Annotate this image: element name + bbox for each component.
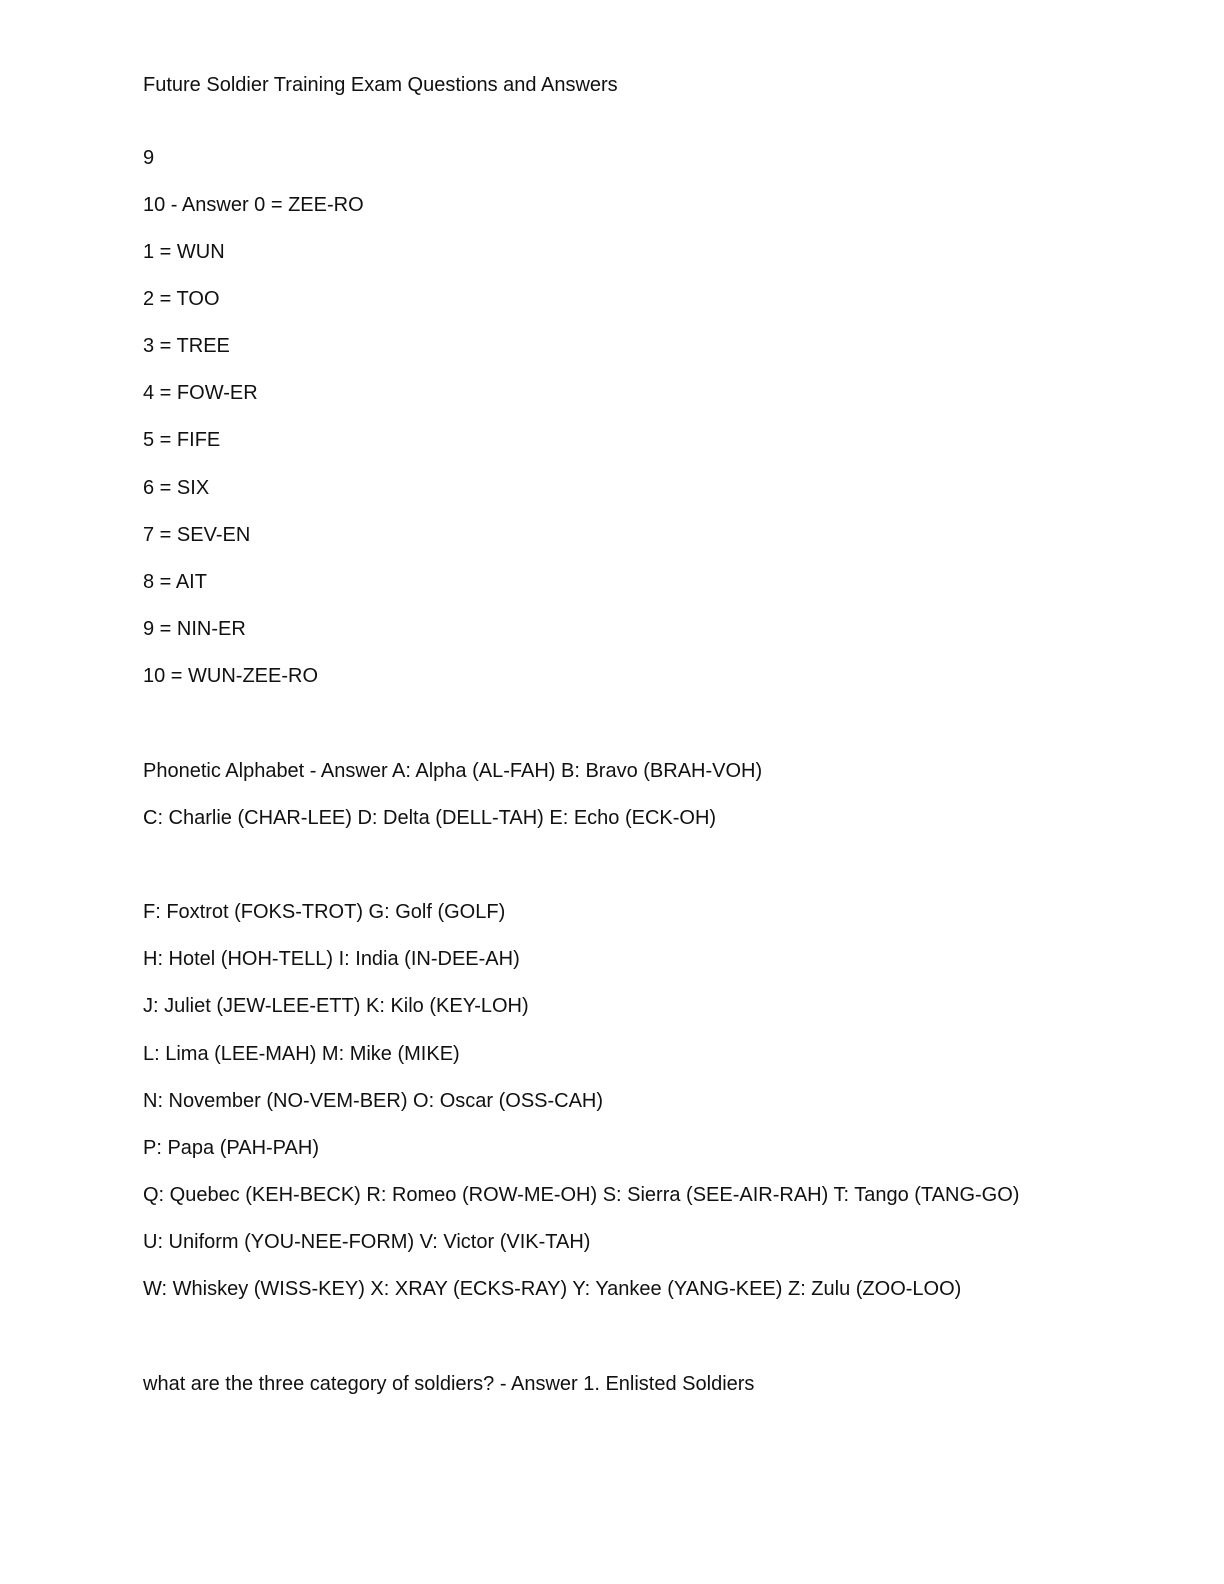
text-line: N: November (NO-VEM-BER) O: Oscar (OSS-CAH) <box>143 1090 604 1112</box>
text-line: what are the three category of soldiers? - Answer 1. Enlisted Soldiers <box>143 1373 755 1395</box>
text-line: 9 <box>143 147 155 169</box>
text-line: C: Charlie (CHAR-LEE) D: Delta (DELL-TAH) E: Echo (ECK-OH) <box>143 807 717 829</box>
text-line: L: Lima (LEE-MAH) M: Mike (MIKE) <box>143 1043 460 1065</box>
text-line: W: Whiskey (WISS-KEY) X: XRAY (ECKS-RAY) Y: Yankee (YANG-KEE) Z: Zulu (ZOO-LOO) <box>143 1278 962 1300</box>
text-line: 10 - Answer 0 = ZEE-RO <box>143 194 364 216</box>
text-line: Q: Quebec (KEH-BECK) R: Romeo (ROW-ME-OH) S: Sierra (SEE-AIR-RAH) T: Tango (TANG-GO) <box>143 1184 1020 1206</box>
text-line: 4 = FOW-ER <box>143 382 258 404</box>
text-line: F: Foxtrot (FOKS-TROT) G: Golf (GOLF) <box>143 901 506 923</box>
text-line: 6 = SIX <box>143 477 210 499</box>
text-line: 8 = AIT <box>143 571 207 593</box>
text-line: H: Hotel (HOH-TELL) I: India (IN-DEE-AH) <box>143 948 520 970</box>
text-line: P: Papa (PAH-PAH) <box>143 1137 319 1159</box>
text-line: U: Uniform (YOU-NEE-FORM) V: Victor (VIK-TAH) <box>143 1231 591 1253</box>
page-header: Future Soldier Training Exam Questions and Answers <box>143 74 618 96</box>
text-line: 1 = WUN <box>143 241 225 263</box>
text-line: 7 = SEV-EN <box>143 524 251 546</box>
text-line: 2 = TOO <box>143 288 220 310</box>
text-line: J: Juliet (JEW-LEE-ETT) K: Kilo (KEY-LOH) <box>143 995 529 1017</box>
text-line: 9 = NIN-ER <box>143 618 246 640</box>
text-line: 5 = FIFE <box>143 429 221 451</box>
text-line: 10 = WUN-ZEE-RO <box>143 665 319 687</box>
text-line: 3 = TREE <box>143 335 230 357</box>
text-line: Phonetic Alphabet - Answer A: Alpha (AL-FAH) B: Bravo (BRAH-VOH) <box>143 760 763 782</box>
